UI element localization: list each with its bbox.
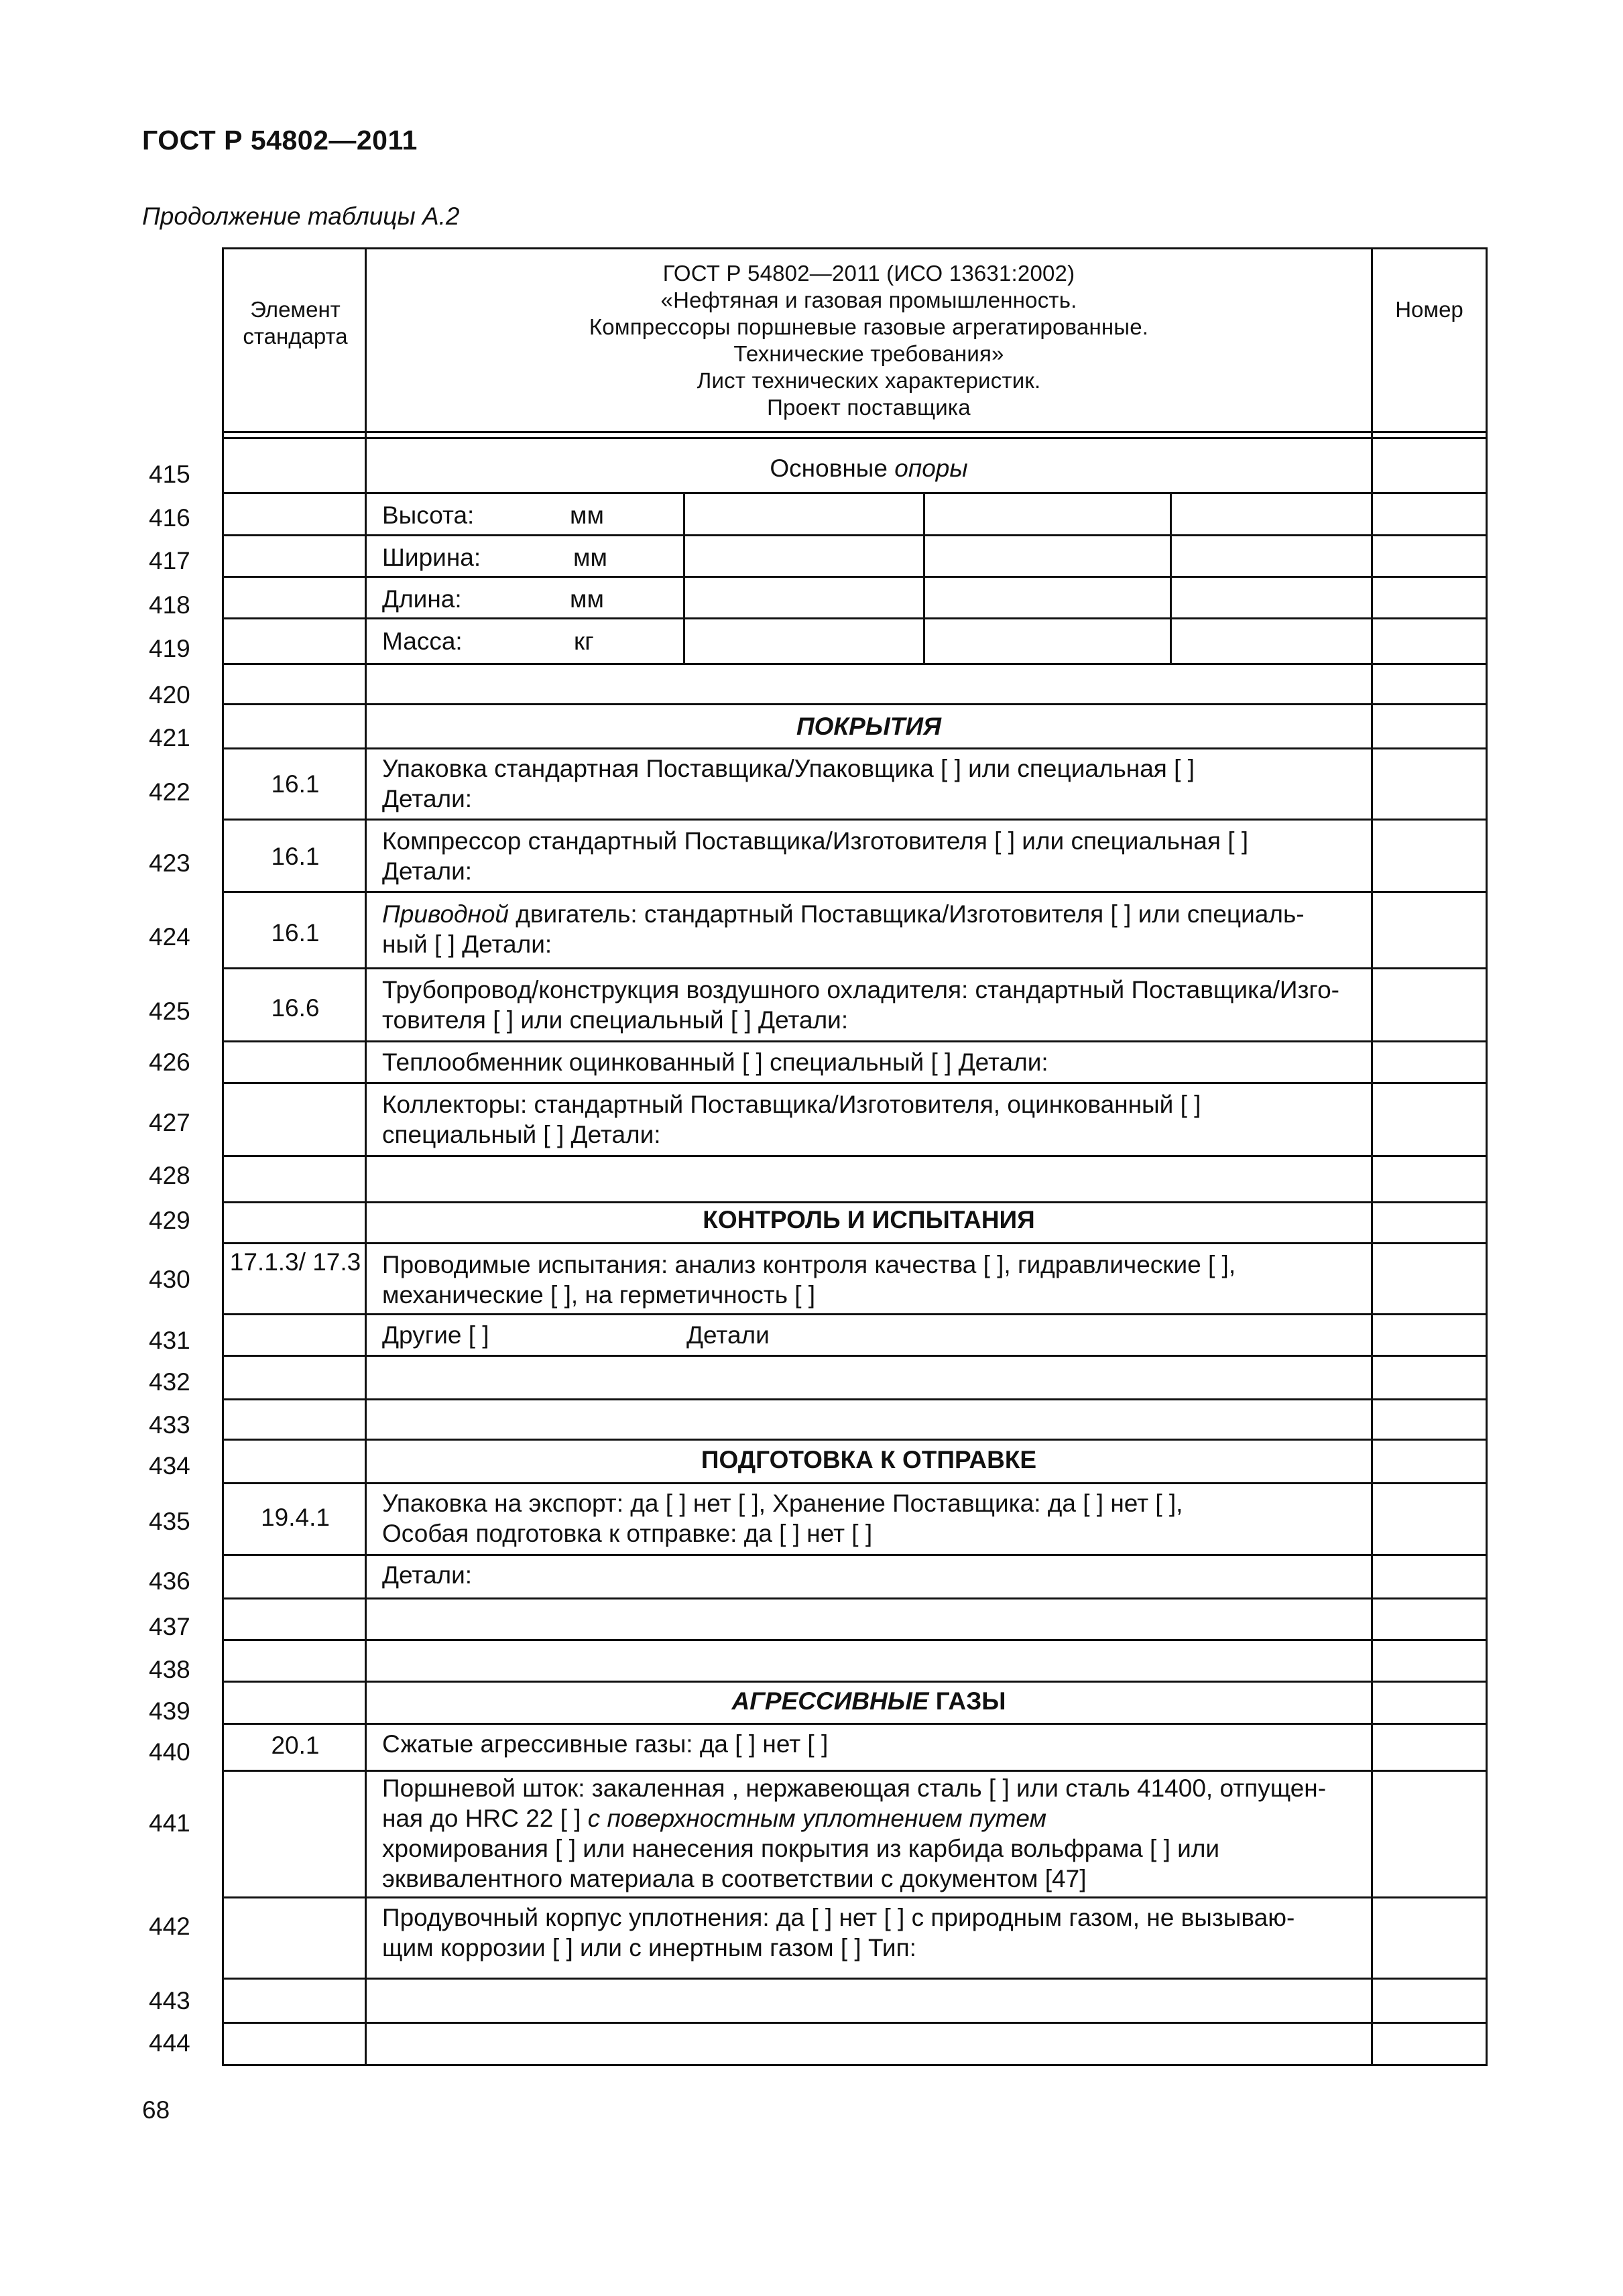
element-ref: 17.1.3/ 17.3 <box>229 1248 361 1276</box>
header-divider <box>224 437 1486 439</box>
row-divider <box>224 703 1486 705</box>
row-number: 438 <box>149 1656 190 1683</box>
row-divider <box>224 617 1486 619</box>
text-line: Детали: <box>382 857 473 885</box>
row-number: 425 <box>149 998 190 1025</box>
section-title-coatings: ПОКРЫТИЯ <box>796 713 941 740</box>
section-title-part: опоры <box>894 455 968 482</box>
section-title-part: Основные <box>770 455 895 482</box>
row-divider <box>224 1439 1486 1441</box>
row-divider <box>224 1482 1486 1484</box>
element-ref: 16.6 <box>271 994 320 1022</box>
text-line: Особая подготовка к отправке: да [ ] нет [ ] <box>382 1520 873 1547</box>
row-text <box>382 1250 1361 1310</box>
row-divider <box>224 1554 1486 1556</box>
element-ref: 20.1 <box>271 1732 320 1759</box>
row-number: 427 <box>149 1109 190 1136</box>
element-ref: 16.1 <box>271 770 320 798</box>
text-part: Другие [ ] <box>382 1321 489 1349</box>
column-header-element: Элемент стандарта <box>243 297 348 349</box>
row-number: 431 <box>149 1327 190 1354</box>
table-continuation-caption: Продолжение таблицы А.2 <box>142 202 460 230</box>
row-divider <box>224 1770 1486 1772</box>
subgrid-divider <box>683 492 685 663</box>
table-title-line: ГОСТ Р 54802—2011 (ИСО 13631:2002) <box>662 261 1075 286</box>
row-divider <box>224 1723 1486 1725</box>
field-height <box>382 500 677 530</box>
element-ref: 16.1 <box>271 919 320 947</box>
section-title-part: ГАЗЫ <box>928 1687 1006 1715</box>
row-number: 424 <box>149 923 190 951</box>
text-line: Детали: <box>382 785 473 812</box>
field-unit: мм <box>570 501 604 529</box>
field-label: Длина: <box>382 585 462 613</box>
table-title <box>367 260 1371 421</box>
text-line: хромирования [ ] или нанесения покрытия из карбида вольфрама [ ] или <box>382 1835 1220 1862</box>
row-number: 430 <box>149 1266 190 1293</box>
field-mass <box>382 626 677 656</box>
section-title-sour-gas <box>367 1686 1371 1716</box>
section-title-inspection: КОНТРОЛЬ И ИСПЫТАНИЯ <box>703 1206 1035 1233</box>
row-divider <box>224 576 1486 578</box>
row-number: 433 <box>149 1411 190 1439</box>
row-divider <box>224 747 1486 749</box>
field-label: Масса: <box>382 627 463 655</box>
text-part: Детали <box>686 1321 770 1349</box>
page-number: 68 <box>142 2096 170 2124</box>
row-number: 439 <box>149 1697 190 1725</box>
table-title-line: Проект поставщика <box>767 395 971 420</box>
row-number: 420 <box>149 681 190 709</box>
row-text <box>382 899 1361 959</box>
text-part: ная до HRC 22 [ ] <box>382 1805 588 1832</box>
italic-text: Приводной <box>382 900 509 928</box>
table-title-line: Компрессоры поршневые газовые агрегатированные. <box>589 314 1149 339</box>
element-ref: 16.1 <box>271 843 320 870</box>
row-divider <box>224 819 1486 821</box>
text-line: специальный [ ] Детали: <box>382 1121 661 1148</box>
text-line: Компрессор стандартный Поставщика/Изготовителя [ ] или специальная [ ] <box>382 827 1249 855</box>
row-divider <box>224 1155 1486 1157</box>
row-number: 421 <box>149 724 190 751</box>
row-number: 423 <box>149 849 190 877</box>
text-line: ный [ ] Детали: <box>382 930 552 958</box>
field-length <box>382 584 677 614</box>
text-line: Упаковка стандартная Поставщика/Упаковщика [ ] или специальная [ ] <box>382 755 1195 782</box>
row-number: 428 <box>149 1162 190 1189</box>
table-title-line: Технические требования» <box>733 341 1004 366</box>
text-line: Упаковка на экспорт: да [ ] нет [ ], Хранение Поставщика: да [ ] нет [ ], <box>382 1490 1183 1517</box>
field-unit: мм <box>570 585 604 613</box>
row-text <box>382 1902 1361 1963</box>
row-number: 437 <box>149 1613 190 1640</box>
text-line: товителя [ ] или специальный [ ] Детали: <box>382 1006 849 1034</box>
subgrid-divider <box>923 492 925 663</box>
element-ref: 19.4.1 <box>261 1504 330 1531</box>
row-number: 440 <box>149 1738 190 1766</box>
row-number: 418 <box>149 591 190 619</box>
row-divider <box>224 2022 1486 2024</box>
text-line: Продувочный корпус уплотнения: да [ ] нет [ ] с природным газом, не вызываю- <box>382 1904 1295 1931</box>
row-divider <box>224 1355 1486 1357</box>
row-number: 422 <box>149 778 190 806</box>
row-text <box>382 1089 1361 1150</box>
row-divider <box>224 1082 1486 1084</box>
row-number: 442 <box>149 1913 190 1940</box>
row-divider <box>224 1896 1486 1898</box>
row-text <box>382 1773 1361 1894</box>
row-divider <box>224 492 1486 494</box>
row-divider <box>224 1978 1486 1980</box>
table-title-line: Лист технических характеристик. <box>697 368 1041 393</box>
row-divider <box>224 1398 1486 1400</box>
row-divider <box>224 663 1486 665</box>
field-unit: кг <box>574 627 594 655</box>
section-title-part: АГРЕССИВНЫЕ <box>731 1687 929 1715</box>
text-line <box>382 899 1361 929</box>
section-title-shipping: ПОДГОТОВКА К ОТПРАВКЕ <box>701 1446 1037 1473</box>
subgrid-divider <box>1170 492 1172 663</box>
row-divider <box>224 1040 1486 1042</box>
row-text <box>382 753 1361 814</box>
row-text <box>382 1488 1361 1549</box>
row-text: Детали: <box>382 1561 473 1589</box>
row-divider <box>224 1597 1486 1599</box>
section-title-supports <box>367 453 1371 483</box>
row-text <box>382 826 1361 886</box>
row-number: 443 <box>149 1987 190 2014</box>
row-number: 444 <box>149 2029 190 2057</box>
row-number: 429 <box>149 1207 190 1234</box>
row-number: 435 <box>149 1508 190 1535</box>
specification-table <box>222 247 1488 2066</box>
text-line: Коллекторы: стандартный Поставщика/Изготовителя, оцинкованный [ ] <box>382 1091 1201 1118</box>
row-number: 434 <box>149 1452 190 1479</box>
text-line: Проводимые испытания: анализ контроля качества [ ], гидравлические [ ], <box>382 1251 1236 1278</box>
header-divider <box>224 431 1486 433</box>
row-text <box>382 975 1361 1035</box>
row-text <box>382 1320 1361 1350</box>
row-text: Сжатые агрессивные газы: да [ ] нет [ ] <box>382 1730 829 1758</box>
row-number: 441 <box>149 1809 190 1837</box>
text-line <box>382 1803 1361 1833</box>
row-divider <box>224 1639 1486 1641</box>
column-header-number: Номер <box>1395 297 1463 322</box>
row-number: 417 <box>149 547 190 575</box>
text-part: двигатель: стандартный Поставщика/Изготовителя [ ] или специаль- <box>509 900 1305 928</box>
text-line: эквивалентного материала в соответствии с документом [47] <box>382 1865 1087 1892</box>
row-divider <box>224 1201 1486 1203</box>
row-divider <box>224 1681 1486 1683</box>
row-text: Теплообменник оцинкованный [ ] специальный [ ] Детали: <box>382 1048 1048 1076</box>
row-number: 415 <box>149 461 190 488</box>
row-number: 432 <box>149 1368 190 1396</box>
row-divider <box>224 1242 1486 1244</box>
row-number: 436 <box>149 1567 190 1595</box>
text-line: щим коррозии [ ] или с инертным газом [ ] Тип: <box>382 1934 916 1961</box>
document-header: ГОСТ Р 54802—2011 <box>142 125 418 156</box>
row-number: 426 <box>149 1048 190 1076</box>
row-divider <box>224 534 1486 536</box>
table-title-line: «Нефтяная и газовая промышленность. <box>660 288 1077 312</box>
field-width <box>382 542 677 572</box>
row-number: 416 <box>149 504 190 532</box>
text-line: Трубопровод/конструкция воздушного охладителя: стандартный Поставщика/Изго- <box>382 976 1339 1004</box>
row-number: 419 <box>149 635 190 662</box>
field-label: Ширина: <box>382 544 481 571</box>
row-divider <box>224 891 1486 893</box>
row-divider <box>224 1313 1486 1315</box>
text-line: Поршневой шток: закаленная , нержавеющая сталь [ ] или сталь 41400, отпущен- <box>382 1774 1327 1802</box>
text-line: механические [ ], на герметичность [ ] <box>382 1281 816 1309</box>
italic-text: с поверхностным уплотнением путем <box>587 1805 1046 1832</box>
field-label: Высота: <box>382 501 475 529</box>
field-unit: мм <box>573 544 607 571</box>
row-divider <box>224 967 1486 969</box>
